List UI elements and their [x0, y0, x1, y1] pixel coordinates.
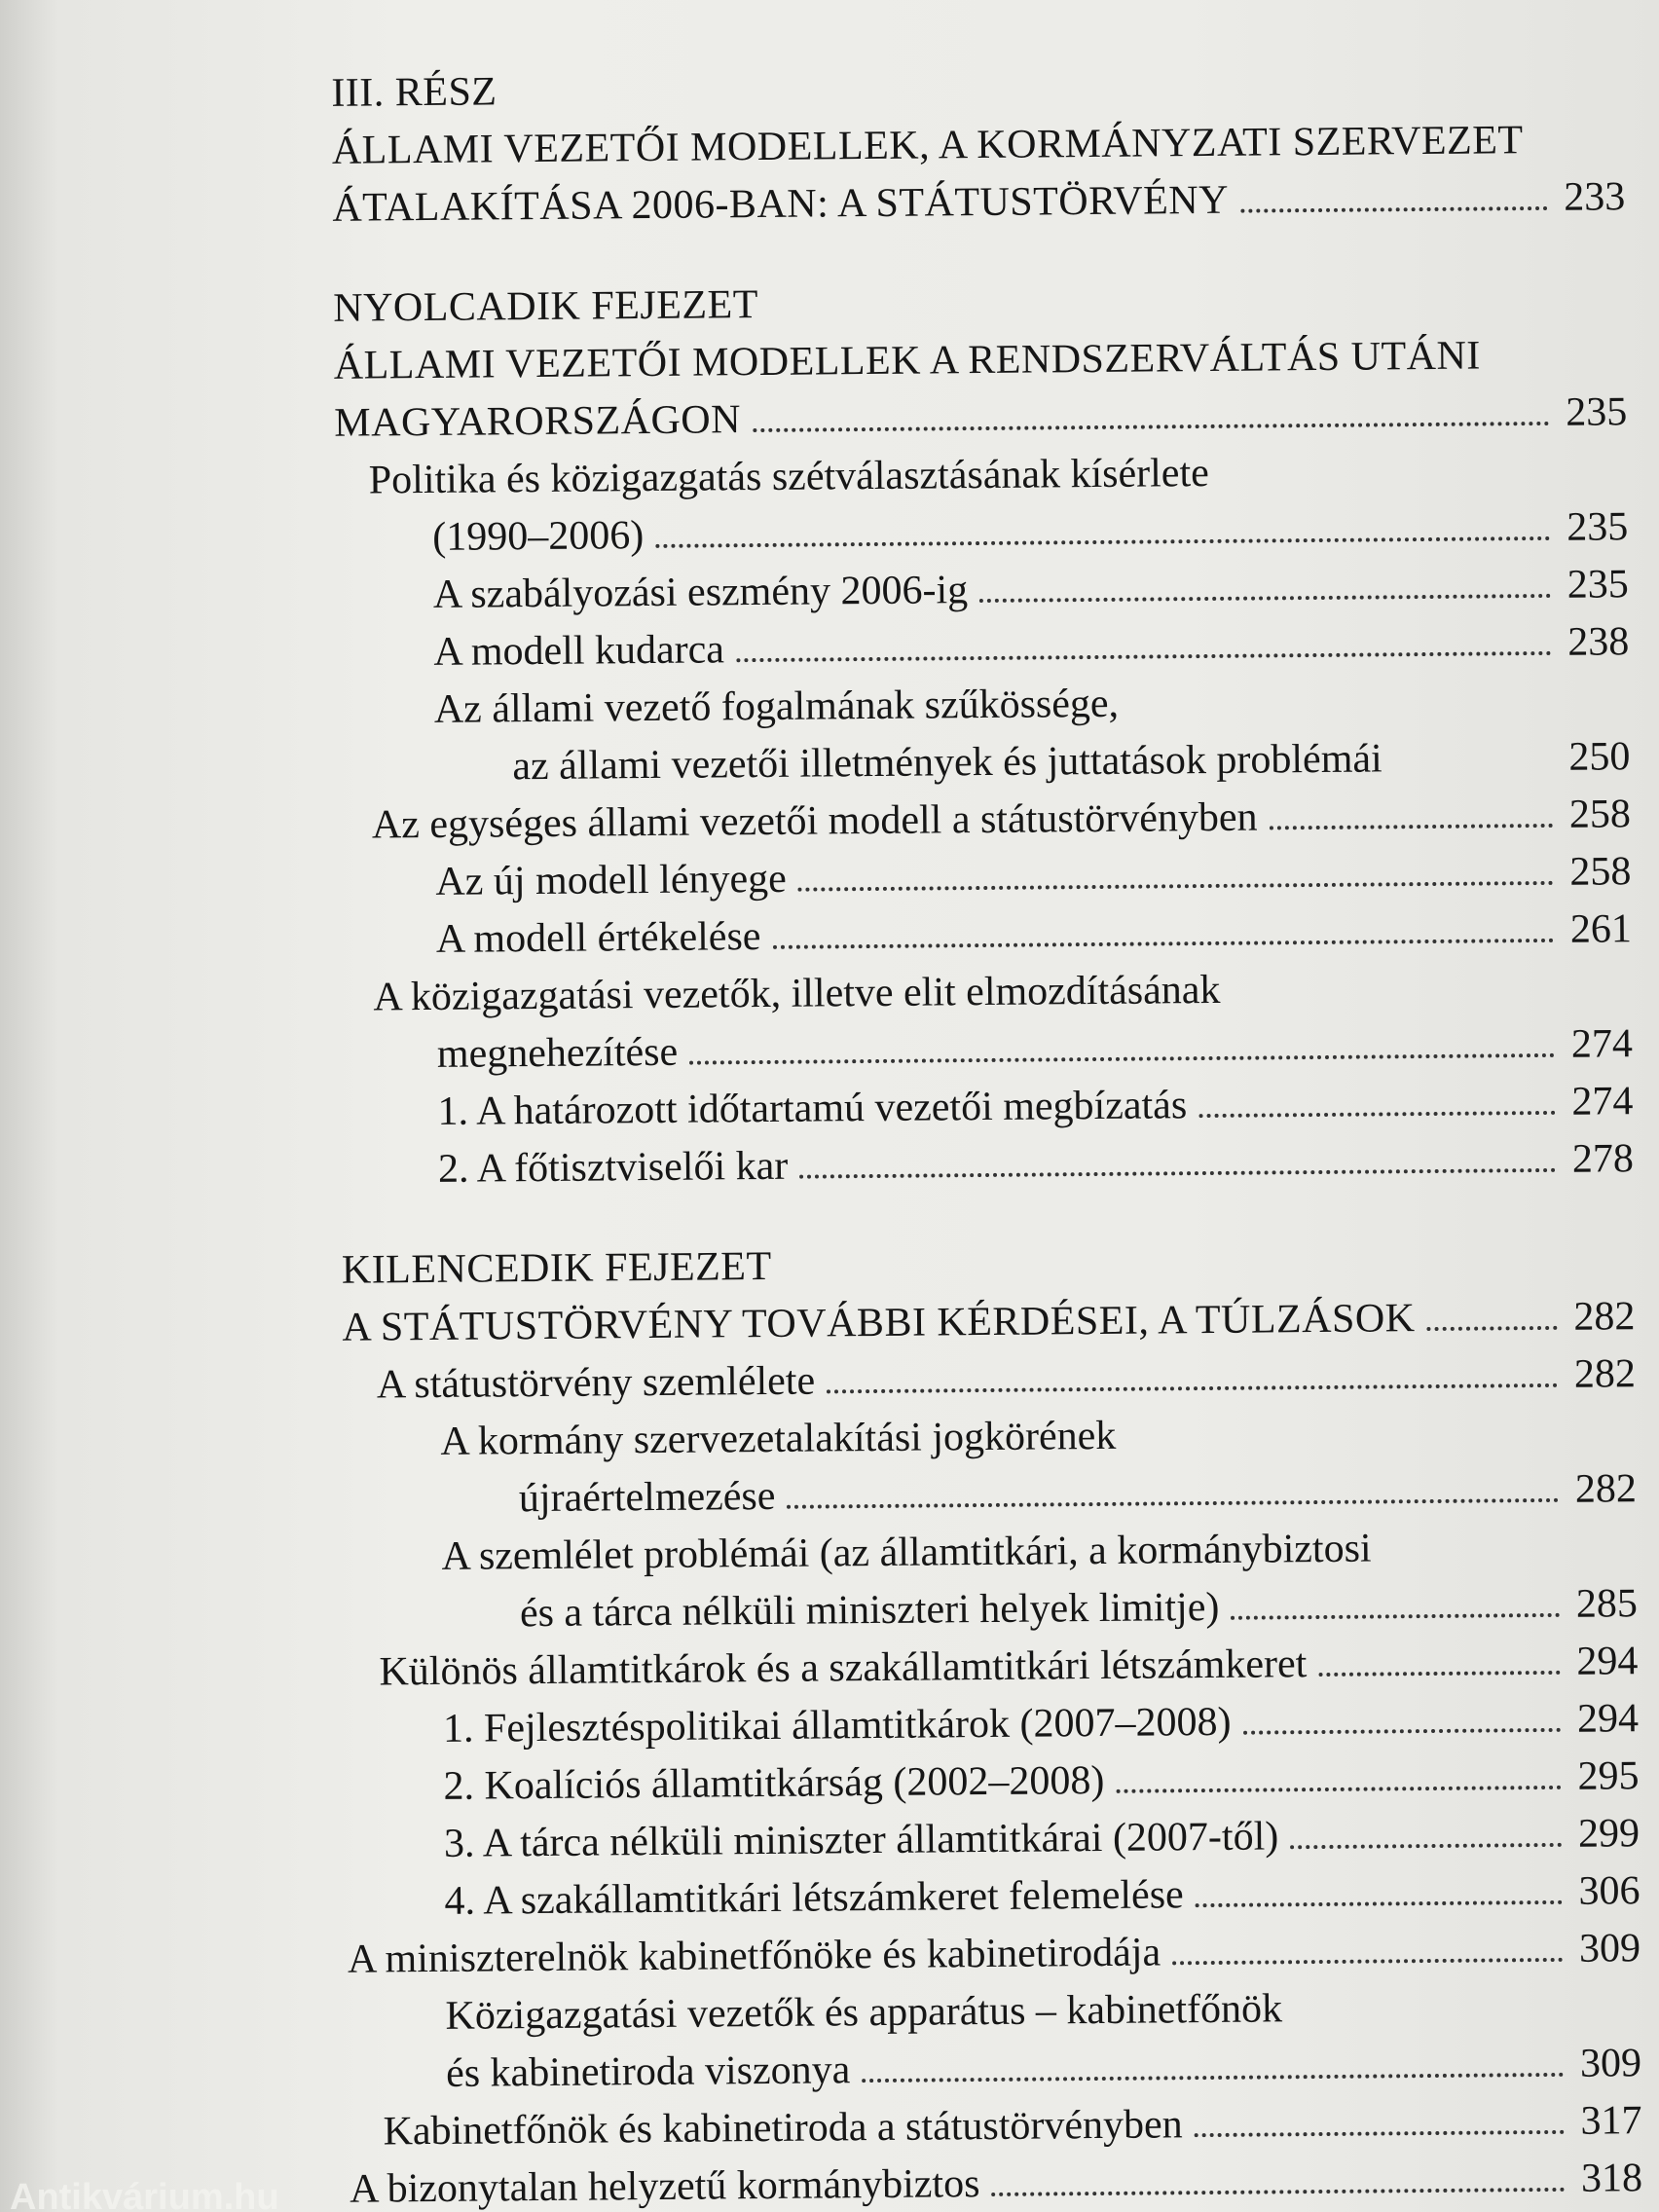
toc-part-title-line1: ÁLLAMI VEZETŐI MODELLEK, A KORMÁNYZATI SZERVEZET	[331, 118, 1524, 173]
toc-entry: 4. A szakállamtitkári létszámkeret felemelése 306	[444, 1868, 1641, 1924]
watermark: Antikvárium.hu	[10, 2177, 279, 2212]
toc-entry-cont: megnehezítése 274	[436, 1021, 1634, 1077]
toc-entry-cont: (1990–2006) 235	[432, 504, 1629, 560]
toc-entry-cont: és kabinetiroda viszonya 309	[445, 2041, 1642, 2096]
toc-entry: 2. Koalíciós államtitkárság (2002–2008) 295	[443, 1753, 1640, 1809]
toc-chapter-title: A STÁTUSTÖRVÉNY TOVÁBBI KÉRDÉSEI, A TÚLZÁSOK 282	[342, 1294, 1636, 1350]
toc-entry: A közigazgatási vezetők, illetve elit elmozdításának	[373, 967, 1221, 1020]
toc-chapter-title-line1: ÁLLAMI VEZETŐI MODELLEK A RENDSZERVÁLTÁS UTÁNI	[333, 333, 1481, 388]
toc-entry: Az egységes állami vezetői modell a státustörvényben 258	[371, 792, 1632, 848]
toc-entry: 1. Fejlesztéspolitikai államtitkárok (2007–2008) 294	[442, 1696, 1640, 1751]
toc-entry: A kormány szervezetalakítási jogkörének	[440, 1413, 1117, 1464]
toc-entry: Különös államtitkárok és a szakállamtitkári létszámkeret 294	[379, 1639, 1639, 1695]
toc-entry: Kabinetfőnök és kabinetiroda a státustörvényben 317	[383, 2098, 1642, 2155]
toc-entry-cont: és a tárca nélküli miniszteri helyek limitje) 285	[519, 1581, 1639, 1637]
toc-entry: Az új modell lényege 258	[435, 849, 1632, 904]
leader-dots	[1240, 206, 1547, 213]
toc-entry: Politika és közigazgatás szétválasztásának kísérlete	[368, 450, 1209, 503]
toc-chapter-label: KILENCEDIK FEJEZET	[341, 1243, 772, 1293]
toc-entry: 3. A tárca nélküli miniszter államtitkárai (2007-től) 299	[443, 1811, 1641, 1866]
table-of-contents	[312, 45, 1642, 2210]
toc-entry: Közigazgatási vezetők és apparátus – kabinetfőnök	[445, 1986, 1283, 2039]
toc-chapter-label: NYOLCADIK FEJEZET	[333, 282, 759, 331]
toc-entry: A modell értékelése 261	[435, 906, 1633, 962]
page-number: 233	[1564, 174, 1626, 220]
toc-entry-cont: az állami vezetői illetmények és juttatások problémái 250	[512, 734, 1631, 790]
toc-entry-cont: újraértelmezése 282	[518, 1466, 1638, 1522]
toc-entry: A szabályozási eszmény 2006-ig 235	[432, 562, 1629, 617]
toc-part-label: III. RÉSZ	[331, 69, 498, 116]
toc-entry: A szemlélet problémái (az államtitkári, a kormánybiztosi	[441, 1526, 1372, 1579]
toc-part-title-line2: ÁTALAKÍTÁSA 2006-BAN: A STÁTUSTÖRVÉNY 233	[332, 174, 1626, 231]
toc-entry: 2. A főtisztviselői kar 278	[437, 1136, 1635, 1192]
toc-entry: A státustörvény szemlélete 282	[376, 1351, 1637, 1408]
toc-entry: A modell kudarca 238	[433, 619, 1630, 675]
toc-entry: 1. A határozott időtartamú vezetői megbízatás 274	[437, 1079, 1634, 1134]
toc-entry: Az állami vezető fogalmának szűkössége,	[433, 681, 1120, 732]
toc-entry: A miniszterelnök kabinetfőnöke és kabinetirodája 309	[347, 1926, 1641, 1982]
toc-chapter-title-line2: MAGYARORSZÁGON 235	[334, 389, 1628, 446]
toc-entry: A bizonytalan helyzetű kormánybiztos 318	[349, 2156, 1643, 2212]
